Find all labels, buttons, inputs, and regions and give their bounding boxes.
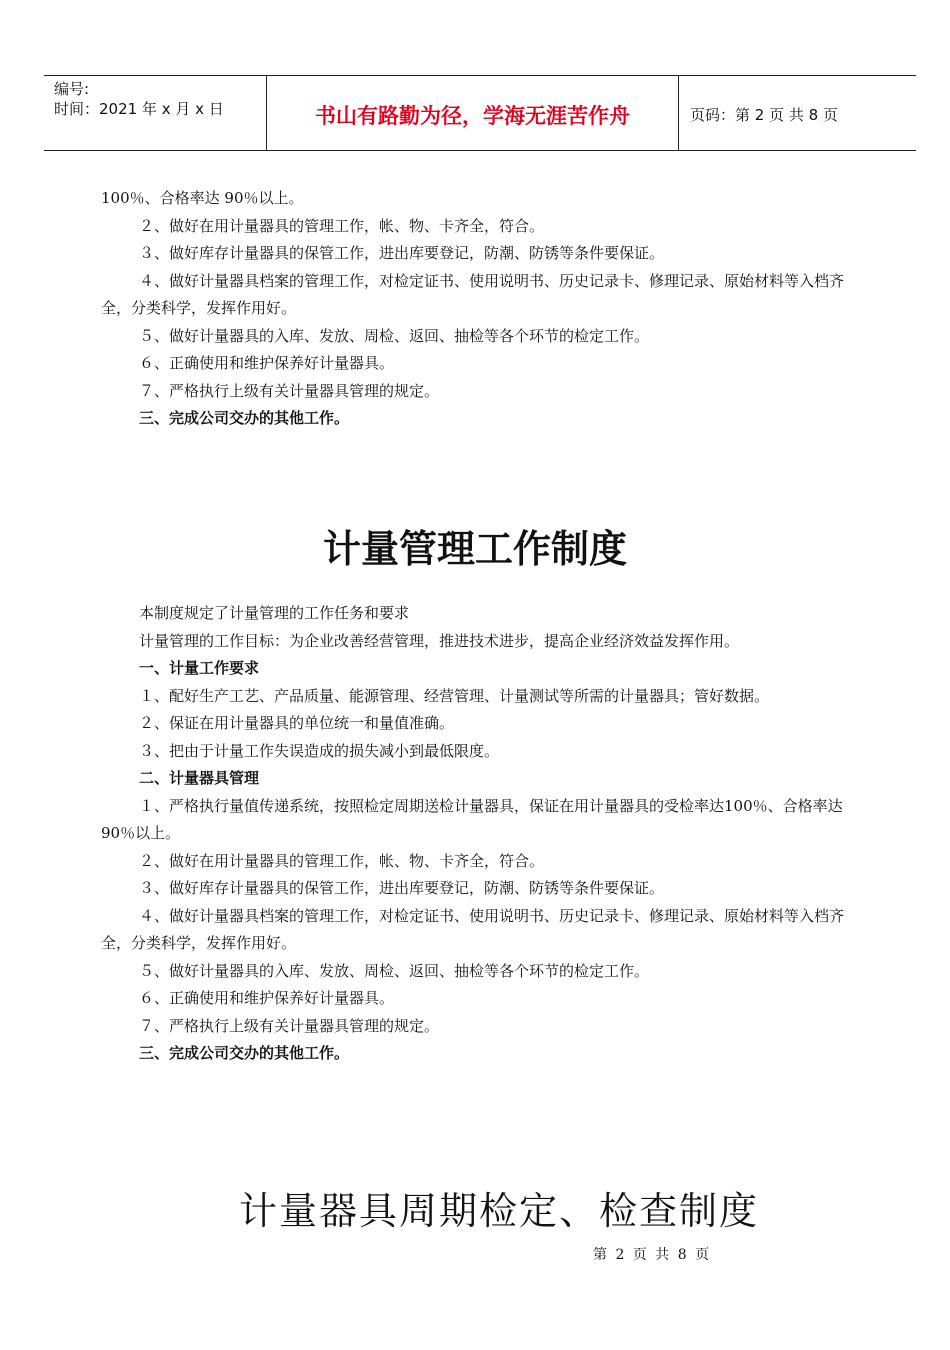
paragraph: 100％、合格率达 90％以上。 [101, 189, 304, 207]
section-heading: 三、完成公司交办的其他工作。 [139, 409, 350, 427]
paragraph: ５、做好计量器具的入库、发放、周检、返回、抽检等各个环节的检定工作。 [139, 326, 650, 345]
paragraph: １、严格执行量值传递系统，按照检定周期送检计量器具，保证在用计量器具的受检率达100％、合格率达 90％以上。 [101, 796, 843, 842]
document-body [101, 185, 871, 433]
header-motto: 书山有路勤为径，学海无涯苦作舟 [315, 104, 630, 128]
header-page-number: 页码：第 2 页 共 8 页 [690, 106, 838, 124]
paragraph: ２、保证在用计量器具的单位统一和量值准确。 [139, 714, 455, 732]
document-number-label: 编号: [54, 80, 90, 98]
paragraph: ７、严格执行上级有关计量器具管理的规定。 [139, 381, 440, 400]
header-divider [678, 76, 679, 150]
paragraph: ２、做好在用计量器具的管理工作，帐、物、卡齐全，符合。 [139, 851, 545, 870]
section-title: 计量管理工作制度 [322, 527, 627, 571]
section-heading: 一、计量工作要求 [139, 659, 260, 677]
paragraph: １、配好生产工艺、产品质量、能源管理、经营管理、计量测试等所需的计量器具；管好数据。 [139, 686, 770, 705]
document-body-main [101, 600, 871, 1068]
paragraph: ６、正确使用和维护保养好计量器具。 [139, 989, 395, 1007]
section-heading: 二、计量器具管理 [139, 769, 260, 787]
paragraph: ５、做好计量器具的入库、发放、周检、返回、抽检等各个环节的检定工作。 [139, 961, 650, 980]
paragraph: ３、做好库存计量器具的保管工作，进出库要登记，防潮、防锈等条件要保证。 [139, 244, 665, 262]
paragraph: ２、做好在用计量器具的管理工作，帐、物、卡齐全，符合。 [139, 216, 545, 235]
paragraph: ４、做好计量器具档案的管理工作，对检定证书、使用说明书、历史记录卡、修理记录、原始材料等入档齐全，分类科学，发挥作用好。 [101, 271, 845, 317]
section-heading: 三、完成公司交办的其他工作。 [139, 1044, 350, 1062]
paragraph: 本制度规定了计量管理的工作任务和要求 [139, 604, 410, 622]
document-time-label: 时间：2021 年 x 月 x 日 [54, 100, 224, 118]
paragraph: ４、做好计量器具档案的管理工作，对检定证书、使用说明书、历史记录卡、修理记录、原始材料等入档齐全，分类科学，发挥作用好。 [101, 906, 845, 952]
page-footer: 第 2 页 共 8 页 [593, 1247, 712, 1263]
paragraph: ３、把由于计量工作失误造成的损失减小到最低限度。 [139, 741, 500, 760]
page-header [44, 75, 916, 151]
paragraph: ７、严格执行上级有关计量器具管理的规定。 [139, 1016, 440, 1035]
header-meta [54, 79, 224, 119]
next-section-title: 计量器具周期检定、检查制度 [238, 1189, 759, 1233]
paragraph: 计量管理的工作目标：为企业改善经营管理，推进技术进步，提高企业经济效益发挥作用。 [139, 631, 740, 650]
paragraph: ３、做好库存计量器具的保管工作，进出库要登记，防潮、防锈等条件要保证。 [139, 879, 665, 897]
paragraph: ６、正确使用和维护保养好计量器具。 [139, 354, 395, 372]
